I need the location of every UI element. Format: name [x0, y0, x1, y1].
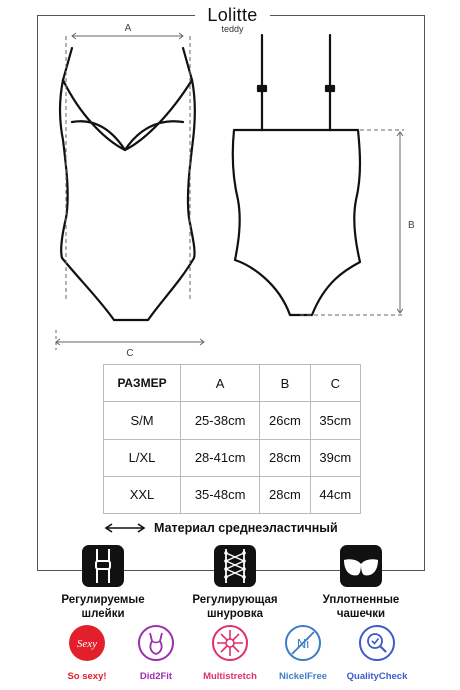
- double-arrow-icon: [104, 523, 146, 533]
- badge-multistretch: [193, 624, 267, 682]
- badge-nickel-free: [266, 624, 340, 682]
- dimension-c-label: C: [126, 348, 134, 359]
- sexy-badge-icon: [68, 624, 106, 662]
- table-cell: S/M: [104, 402, 181, 439]
- table-cell: 28cm: [260, 439, 310, 476]
- did2fit-badge-icon: [137, 624, 175, 662]
- dimension-b-label: B: [408, 220, 415, 231]
- back-dimension-lines: [300, 130, 404, 315]
- nickel-free-badge-text: Ni: [296, 636, 310, 651]
- badge-label: So sexy!: [67, 671, 107, 682]
- feature-adjustable-straps: [38, 544, 168, 621]
- lacing-icon: [213, 544, 257, 588]
- table-cell: 39cm: [310, 439, 360, 476]
- table-header-cell: A: [181, 365, 260, 402]
- badge-did2fit: [119, 624, 193, 682]
- feature-padded-cups: [296, 544, 426, 621]
- material-note: [104, 519, 338, 537]
- feature-label-line2: шлейки: [81, 608, 125, 620]
- table-cell: L/XL: [104, 439, 181, 476]
- table-row: [104, 402, 361, 439]
- padded-cups-icon: [339, 544, 383, 588]
- badge-so-sexy: [50, 624, 124, 682]
- material-text: Материал среднеэластичный: [154, 521, 338, 535]
- table-header-cell: B: [260, 365, 310, 402]
- table-header-row: [104, 365, 361, 402]
- brand-subtitle: teddy: [221, 24, 244, 34]
- table-cell: XXL: [104, 476, 181, 513]
- badge-quality-check: [340, 624, 414, 682]
- dimension-a-label: A: [124, 23, 132, 34]
- table-row: [104, 439, 361, 476]
- table-header-cell: РАЗМЕР: [104, 365, 181, 402]
- table-cell: 35-48cm: [181, 476, 260, 513]
- table-cell: 25-38cm: [181, 402, 260, 439]
- feature-label-line2: шнуровка: [206, 608, 264, 620]
- table-cell: 28-41cm: [181, 439, 260, 476]
- feature-label-line1: Регулируемые: [61, 594, 145, 606]
- quality-check-badge-icon: [358, 624, 396, 662]
- table-cell: 35cm: [310, 402, 360, 439]
- badge-label: QualityCheck: [346, 671, 408, 682]
- feature-label-line2: чашечки: [336, 608, 386, 620]
- back-view-drawing: [233, 35, 360, 315]
- badge-label: Did2Fit: [139, 671, 173, 682]
- feature-label-line1: Регулирующая: [192, 594, 278, 606]
- size-table: [103, 364, 361, 514]
- brand-name: Lolitte: [207, 5, 258, 25]
- table-cell: 44cm: [310, 476, 360, 513]
- badge-label: NickelFree: [278, 671, 328, 682]
- nickel-free-badge-icon: [284, 624, 322, 662]
- table-header-cell: C: [310, 365, 360, 402]
- adjustable-straps-icon: [81, 544, 125, 588]
- table-cell: 28cm: [260, 476, 310, 513]
- sexy-badge-text: Sexy: [76, 638, 98, 650]
- front-dimension-lines: [56, 33, 204, 350]
- table-row: [104, 476, 361, 513]
- feature-lacing: [170, 544, 300, 621]
- multistretch-badge-icon: [211, 624, 249, 662]
- table-cell: 26cm: [260, 402, 310, 439]
- front-view-drawing: [60, 48, 195, 320]
- feature-label-line1: Уплотненные: [322, 594, 400, 606]
- badge-label: Multistretch: [203, 671, 257, 682]
